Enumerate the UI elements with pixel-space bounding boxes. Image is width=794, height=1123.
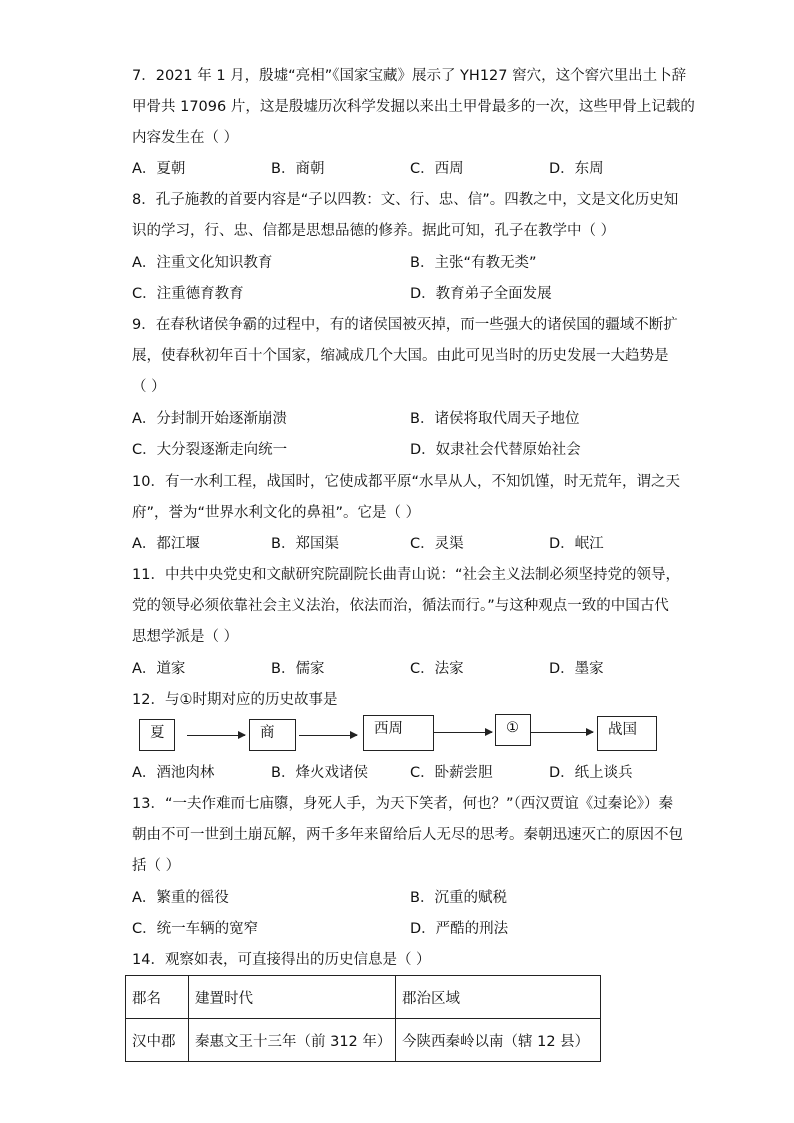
timeline-box-shang: 商 [249,719,296,751]
question-9-line-2: 展，使春秋初年百十个国家，缩减成几个大国。由此可见当时的历史发展一大趋势是 [132,348,669,364]
question-7-line-2: 甲骨共 17096 片，这是殷墟历次科学发掘以来出土甲骨最多的一次，这些甲骨上记载的 [132,99,695,115]
question-7-line-1: 7．2021 年 1 月，殷墟“亮相”《国家宝藏》展示了 YH127 窖穴，这个窖穴里出土卜辞 [132,68,687,84]
q12-option-b[interactable]: B．烽火戏诸侯 [271,765,368,781]
q11-option-a[interactable]: A．道家 [132,661,186,677]
table-header-row [126,976,601,1019]
q11-option-d[interactable]: D．墨家 [549,661,604,677]
q13-option-d[interactable]: D．严酷的刑法 [410,921,509,937]
prefecture-table [125,975,601,1062]
table-header: 建置时代 [189,976,396,1019]
q10-option-b[interactable]: B．郑国渠 [271,536,339,552]
timeline-box-xia: 夏 [139,719,175,751]
question-13-line-1: 13．“一夫作难而七庙隳，身死人手，为天下笑者，何也？”（西汉贾谊《过秦论》）秦 [132,796,673,812]
question-11-line-1: 11．中共中央党史和文献研究院副院长曲青山说：“社会主义法制必须坚持党的领导， [132,567,680,583]
q11-option-c[interactable]: C．法家 [410,661,464,677]
table-header: 郡名 [126,976,189,1019]
table-cell: 汉中郡 [126,1019,189,1062]
q9-option-b[interactable]: B．诸侯将取代周天子地位 [410,411,580,427]
q7-option-b[interactable]: B．商朝 [271,161,325,177]
question-10-line-1: 10．有一水利工程，战国时，它使成都平原“水旱从人，不知饥馑，时无荒年，谓之天 [132,474,680,490]
q12-option-a[interactable]: A．酒池肉林 [132,765,215,781]
q9-option-d[interactable]: D．奴隶社会代替原始社会 [410,442,581,458]
question-11-line-2: 党的领导必须依靠社会主义法治，依法而治，循法而行。”与这种观点一致的中国古代 [132,598,669,614]
table-header: 郡治区域 [396,976,601,1019]
q9-option-a[interactable]: A．分封制开始逐渐崩溃 [132,411,287,427]
q7-option-c[interactable]: C．西周 [410,161,464,177]
timeline-arrow-2 [299,735,357,736]
question-14-line-1: 14．观察如表，可直接得出的历史信息是（ ） [132,952,431,968]
table-row [126,1019,601,1062]
timeline-arrow-4 [531,732,593,733]
question-8-line-2: 识的学习，行、忠、信都是思想品德的修养。据此可知，孔子在教学中（ ） [132,223,616,239]
q12-option-c[interactable]: C．卧薪尝胆 [410,765,493,781]
timeline-box-western-zhou: 西周 [363,715,434,751]
q8-option-c[interactable]: C．注重德育教育 [132,286,244,302]
q13-option-c[interactable]: C．统一车辆的宽窄 [132,921,259,937]
q11-option-b[interactable]: B．儒家 [271,661,325,677]
q10-option-a[interactable]: A．都江堰 [132,536,200,552]
timeline-arrow-3 [434,732,492,733]
q7-option-d[interactable]: D．东周 [549,161,604,177]
q7-option-a[interactable]: A．夏朝 [132,161,186,177]
q8-option-d[interactable]: D．教育弟子全面发展 [410,286,552,302]
q13-option-a[interactable]: A．繁重的徭役 [132,890,229,906]
timeline-box-period-1: ① [495,714,531,746]
question-9-line-3: （ ） [132,379,166,395]
question-9-line-1: 9．在春秋诸侯争霸的过程中，有的诸侯国被灭掉，而一些强大的诸侯国的疆域不断扩 [132,317,678,333]
q12-option-d[interactable]: D．纸上谈兵 [549,765,633,781]
question-7-line-3: 内容发生在（ ） [132,130,239,146]
question-13-line-3: 括（ ） [132,858,181,874]
q10-option-c[interactable]: C．灵渠 [410,536,464,552]
q8-option-a[interactable]: A．注重文化知识教育 [132,255,273,271]
q10-option-d[interactable]: D．岷江 [549,536,604,552]
q9-option-c[interactable]: C．大分裂逐渐走向统一 [132,442,288,458]
table-cell: 今陕西秦岭以南（辖 12 县） [396,1019,601,1062]
q8-option-b[interactable]: B．主张“有教无类” [410,255,537,271]
q13-option-b[interactable]: B．沉重的赋税 [410,890,507,906]
table-cell: 秦惠文王十三年（前 312 年） [189,1019,396,1062]
question-11-line-3: 思想学派是（ ） [132,629,239,645]
question-10-line-2: 府”，誉为“世界水利文化的鼻祖”。它是（ ） [132,505,421,521]
timeline-arrow-1 [187,735,245,736]
timeline-box-warring-states: 战国 [597,716,657,751]
question-12-line-1: 12．与①时期对应的历史故事是 [132,692,338,708]
question-13-line-2: 朝由不可一世到土崩瓦解，两千多年来留给后人无尽的思考。秦朝迅速灭亡的原因不包 [132,827,683,843]
question-8-line-1: 8．孔子施教的首要内容是“子以四教：文、行、忠、信”。四教之中，文是文化历史知 [132,192,679,208]
